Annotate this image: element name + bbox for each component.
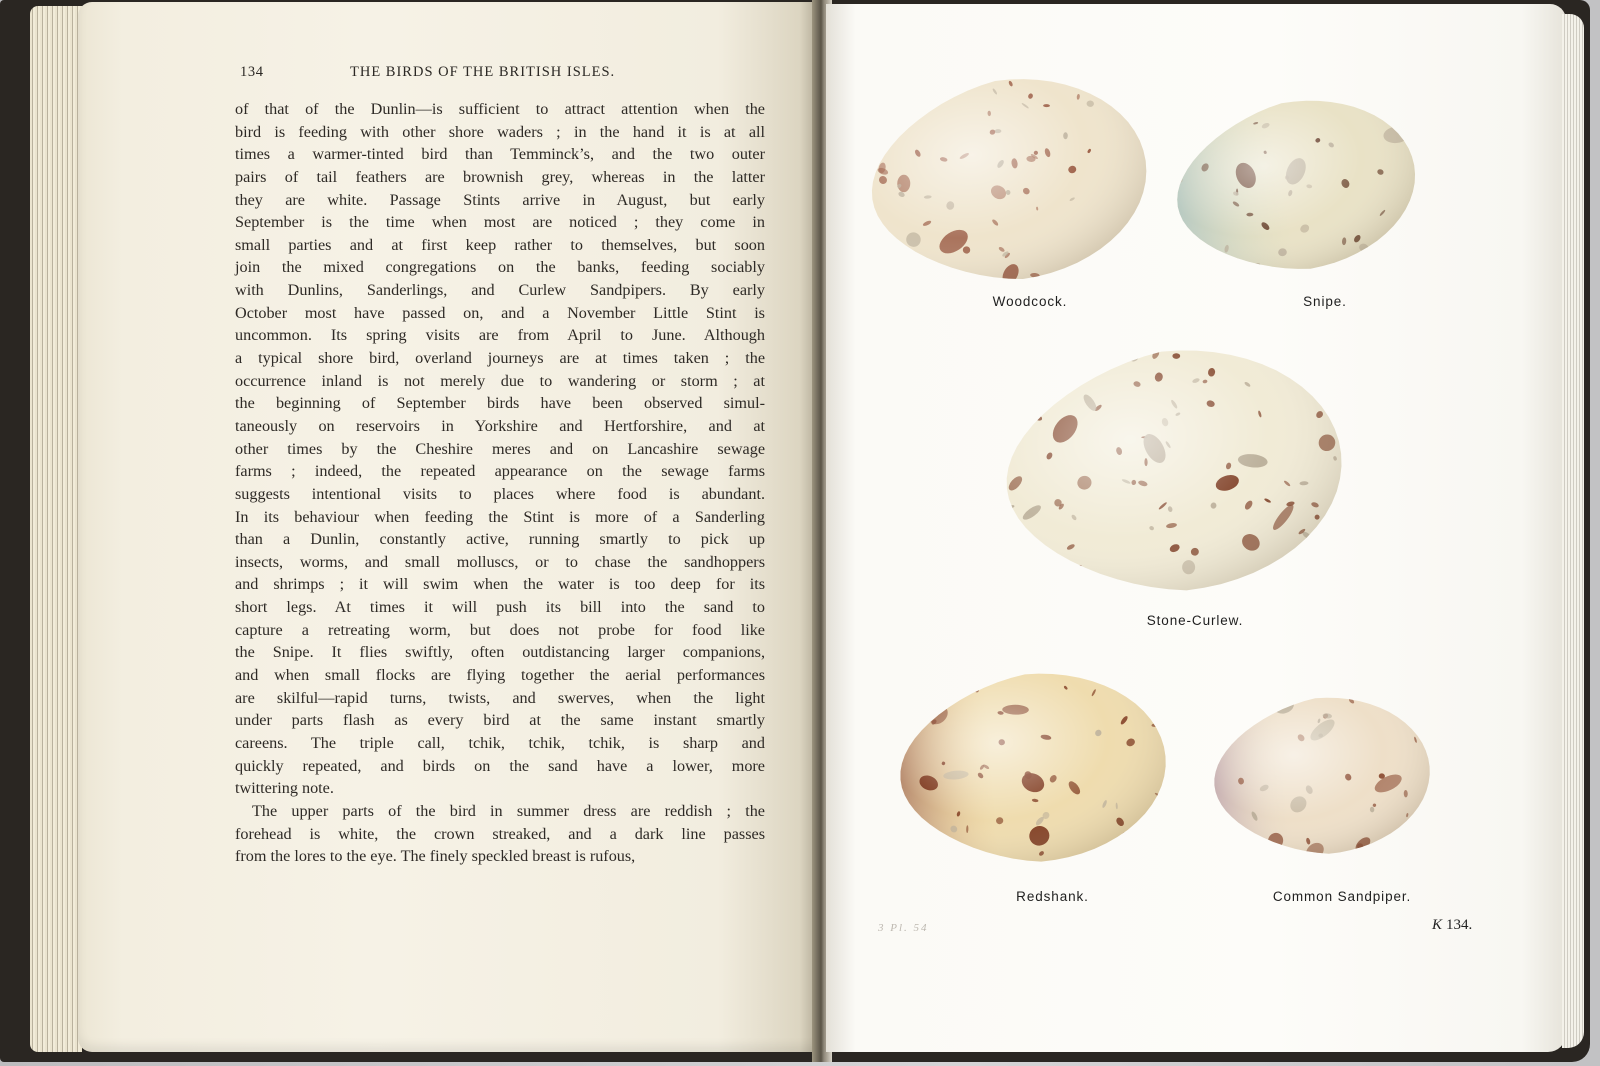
egg-snipe	[1163, 79, 1431, 292]
running-head-title: THE BIRDS OF THE BRITISH ISLES.	[350, 64, 616, 80]
text-line: taneously on reservoirs in Yorkshire and Hertforshire, and at	[235, 416, 765, 435]
text-line: occurrence inland is not merely due to wandering or storm ; at	[235, 371, 765, 390]
plate-reference	[1432, 917, 1472, 934]
egg-woodcock	[856, 45, 1160, 305]
text-line: they are white. Passage Stints arrive in August, but early	[235, 190, 765, 209]
egg-common-sandpiper	[1200, 683, 1438, 872]
page-number: 134	[240, 64, 264, 80]
pencil-note: 3 Pl. 54	[878, 922, 929, 934]
text-line: pairs of tail feathers are brownish grey, whereas in the latter	[235, 167, 765, 186]
text-line: of that of the Dunlin—is sufficient to attract attention when the	[235, 100, 765, 118]
caption-woodcock: Woodcock.	[992, 294, 1068, 309]
text-line: and when small flocks are flying together the aerial performances	[235, 666, 765, 685]
text-line: October most have passed on, and a November Little Stint is	[235, 303, 765, 322]
text-line: twittering note.	[235, 779, 334, 798]
plate-letter: K	[1432, 917, 1443, 933]
text-line: times a warmer-tinted bird than Temminck’s, and the two outer	[235, 145, 765, 164]
text-line: suggests intentional visits to places where food is abundant.	[235, 484, 765, 503]
left-page-edges	[30, 6, 82, 1052]
text-line: small parties and at first keep rather to themselves, but soon	[235, 235, 765, 254]
text-line: bird is feeding with other shore waders ; in the hand it is at all	[235, 122, 765, 141]
text-line: capture a retreating worm, but does not probe for food like	[235, 620, 765, 639]
egg-stone-curlew	[992, 331, 1354, 608]
caption-redshank: Redshank.	[1016, 889, 1089, 904]
plate-number: 134.	[1446, 917, 1473, 933]
text-line: insects, worms, and small molluscs, or to chase the sandhoppers	[235, 552, 765, 571]
text-line: farms ; indeed, the repeated appearance on the sewage farms	[235, 462, 765, 481]
text-line: forehead is white, the crown streaked, and a dark line passes	[235, 824, 765, 843]
running-head	[240, 64, 770, 86]
egg-redshank	[887, 663, 1174, 880]
text-line: under parts flash as every bird at the same instant smartly	[235, 711, 765, 730]
caption-snipe: Snipe.	[1303, 294, 1347, 309]
text-line: other times by the Cheshire meres and on Lancashire sewage	[235, 439, 765, 458]
body-text	[235, 98, 765, 868]
text-line: join the mixed congregations on the banks, feeding sociably	[235, 258, 765, 277]
caption-stone-curlew: Stone-Curlew.	[1146, 613, 1244, 628]
text-line: the Snipe. It flies swiftly, often outdistancing larger companions,	[235, 643, 765, 662]
text-line: the beginning of September birds have been observed simul-	[235, 394, 765, 413]
text-line: a typical shore bird, overland journeys are at times taken ; the	[235, 349, 765, 368]
caption-common-sandpiper: Common Sandpiper.	[1272, 889, 1412, 904]
egg-plate	[826, 4, 1566, 1052]
text-line: and shrimps ; it will swim when the water is too deep for its	[235, 575, 765, 594]
text-line: uncommon. Its spring visits are from April to June. Although	[235, 326, 765, 345]
text-line: In its behaviour when feeding the Stint is more of a Sanderling	[235, 507, 765, 526]
text-line: are skilful—rapid turns, twists, and swerves, when the light	[235, 688, 765, 707]
text-line: from the lores to the eye. The finely speckled breast is rufous,	[235, 847, 636, 866]
text-line: careens. The triple call, tchik, tchik, tchik, is sharp and	[235, 733, 765, 752]
text-line: with Dunlins, Sanderlings, and Curlew Sandpipers. By early	[235, 281, 765, 300]
text-line: quickly repeated, and birds on the sand have a lower, more	[235, 756, 765, 775]
text-line: short legs. At times it will push its bill into the sand to	[235, 598, 765, 617]
text-line: The upper parts of the bird in summer dress are reddish ; the	[252, 801, 765, 820]
text-line: September is the time when most are noticed ; they come in	[235, 213, 765, 232]
text-line: than a Dunlin, constantly active, running smartly to pick up	[235, 530, 765, 549]
